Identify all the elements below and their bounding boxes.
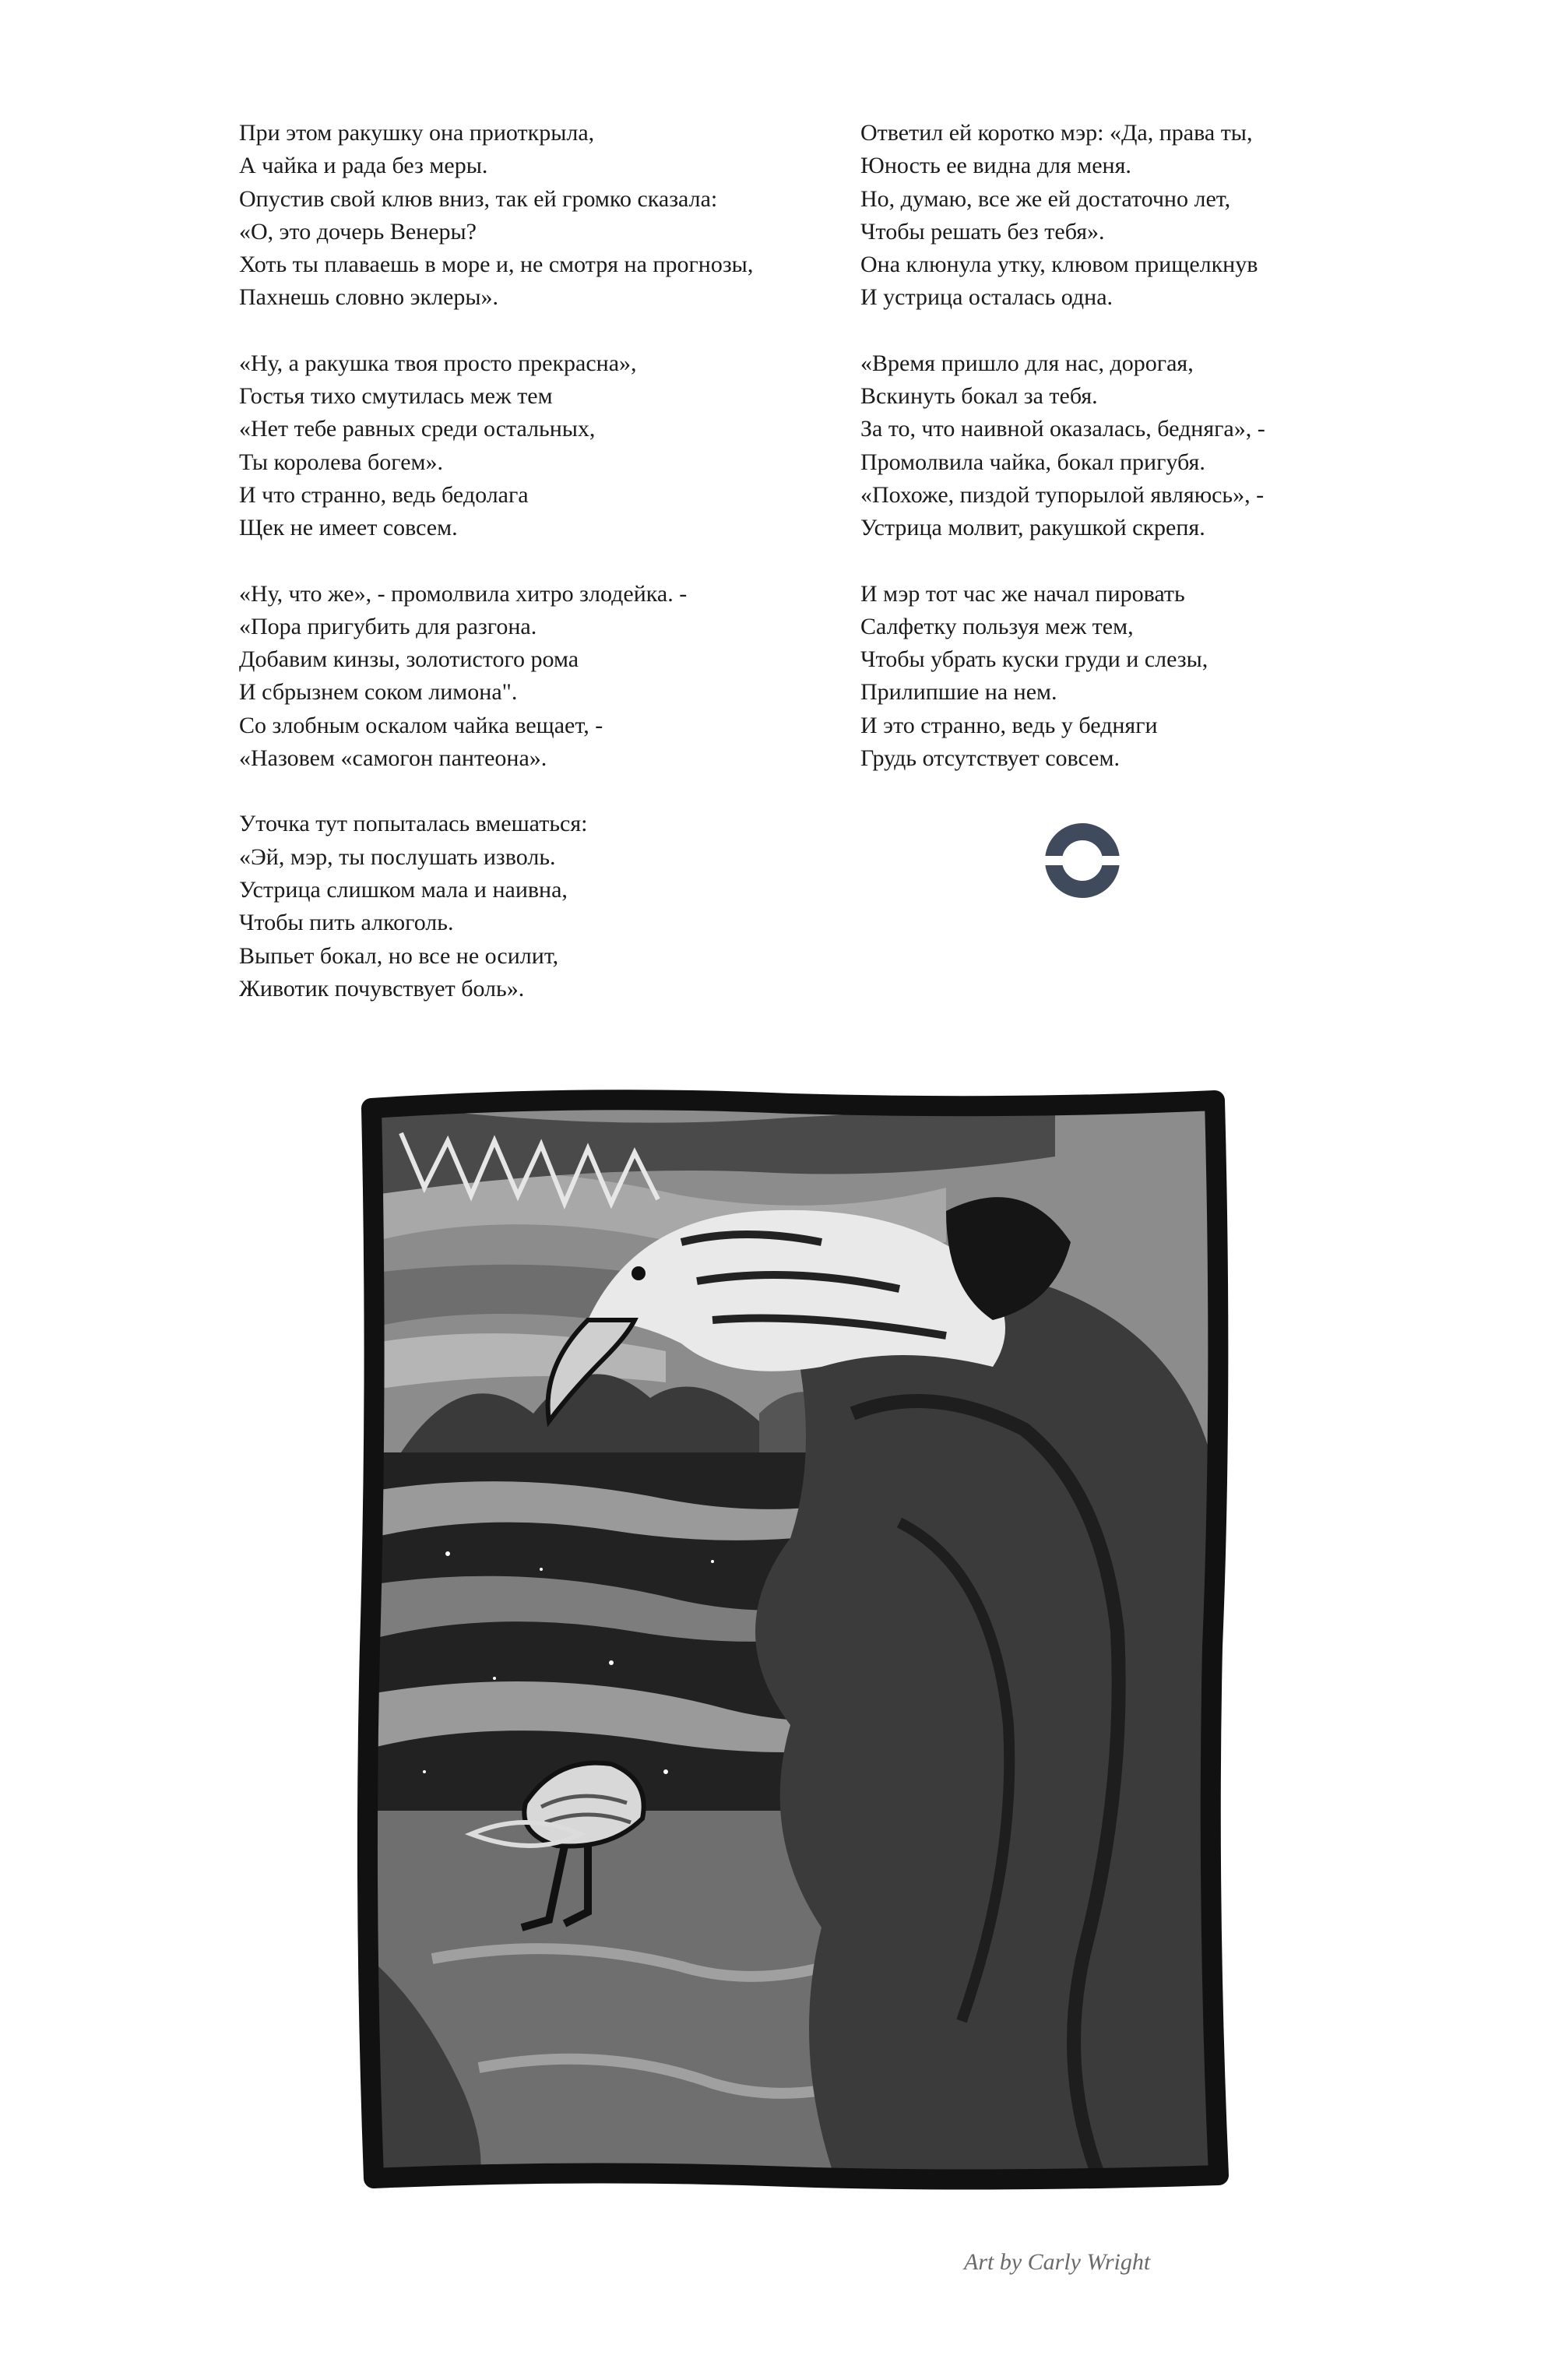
poem-line: Чтобы решать без тебя». [860,218,1105,245]
poem-line: «Пора пригубить для разгона. [239,613,537,639]
art-credit: Art by Carly Wright [964,2249,1151,2275]
poem-line: Юность ее видна для меня. [860,153,1131,179]
poem-line: Щек не имеет совсем. [239,515,458,541]
poem-line: Пахнешь словно эклеры». [239,284,499,311]
poem-line: Она клюнула утку, клювом прищелкнув [860,252,1258,278]
poem-line: Гостья тихо смутилась меж тем [239,383,553,410]
poem-stanza [239,578,846,776]
poem-line: При этом ракушку она приоткрыла, [239,120,595,146]
poem-line: Чтобы пить алкоголь. [239,910,454,936]
poem-right-column [860,117,1374,808]
poem-line: «Ну, а ракушка твоя просто прекрасна», [239,350,637,376]
poem-line: А чайка и рада без меры. [239,153,488,179]
poem-line: Прилипшие на нем. [860,679,1057,706]
poem-line: Ты королева богем». [239,449,443,475]
poem-line: Опустив свой клюв вниз, так ей громко сказала: [239,185,718,212]
poem-line: Устрица молвит, ракушкой скрепя. [860,515,1205,541]
poem-stanza [239,808,846,1005]
poem-line: Ответил ей коротко мэр: «Да, права ты, [860,120,1253,146]
poem-line: «Назовем «самогон пантеона». [239,745,547,772]
poem-line: Но, думаю, все же ей достаточно лет, [860,185,1231,212]
poem-stanza [860,578,1374,776]
poem-line: И мэр тот час же начал пировать [860,580,1185,607]
poem-line: «О, это дочерь Венеры? [239,218,477,245]
poem-left-column [239,117,846,1038]
poem-stanza [860,117,1374,315]
ring-divider-icon [1040,818,1125,903]
poem-line: Со злобным оскалом чайка вещает, - [239,712,603,738]
poem-line: Вскинуть бокал за тебя. [860,383,1098,410]
poem-line: «Время пришло для нас, дорогая, [860,350,1194,376]
poem-line: И устрица осталась одна. [860,284,1114,311]
poem-line: «Нет тебе равных среди остальных, [239,416,596,442]
poem-line: Устрица слишком мала и наивна, [239,876,568,903]
poem-line: «Ну, что же», - промолвила хитро злодейка. - [239,580,688,607]
poem-line: Уточка тут попыталась вмешаться: [239,811,588,837]
poem-line: «Похоже, пиздой тупорылой являюсь», - [860,481,1265,508]
poem-line: И сбрызнем соком лимона". [239,679,518,706]
poem-line: Промолвила чайка, бокал пригубя. [860,449,1205,475]
poem-line: «Эй, мэр, ты послушать изволь. [239,843,556,870]
poem-line: За то, что наивной оказалась, бедняга», - [860,416,1265,442]
poem-stanza [239,117,846,315]
poem-line: И это странно, ведь у бедняги [860,712,1158,738]
poem-line: И что странно, ведь бедолага [239,481,529,508]
poem-line: Грудь отсутствует совсем. [860,745,1120,772]
poem-line: Выпьет бокал, но все не осилит, [239,942,559,969]
illustration [354,1086,1234,2192]
poem-line: Животик почувствует боль». [239,975,525,1002]
poem-line: Добавим кинзы, золотистого рома [239,646,579,673]
poem-line: Хоть ты плаваешь в море и, не смотря на прогнозы, [239,252,754,278]
poem-stanza [239,347,846,545]
poem-line: Чтобы убрать куски груди и слезы, [860,646,1208,673]
poem-line: Салфетку пользуя меж тем, [860,613,1134,639]
poem-stanza [860,347,1374,545]
